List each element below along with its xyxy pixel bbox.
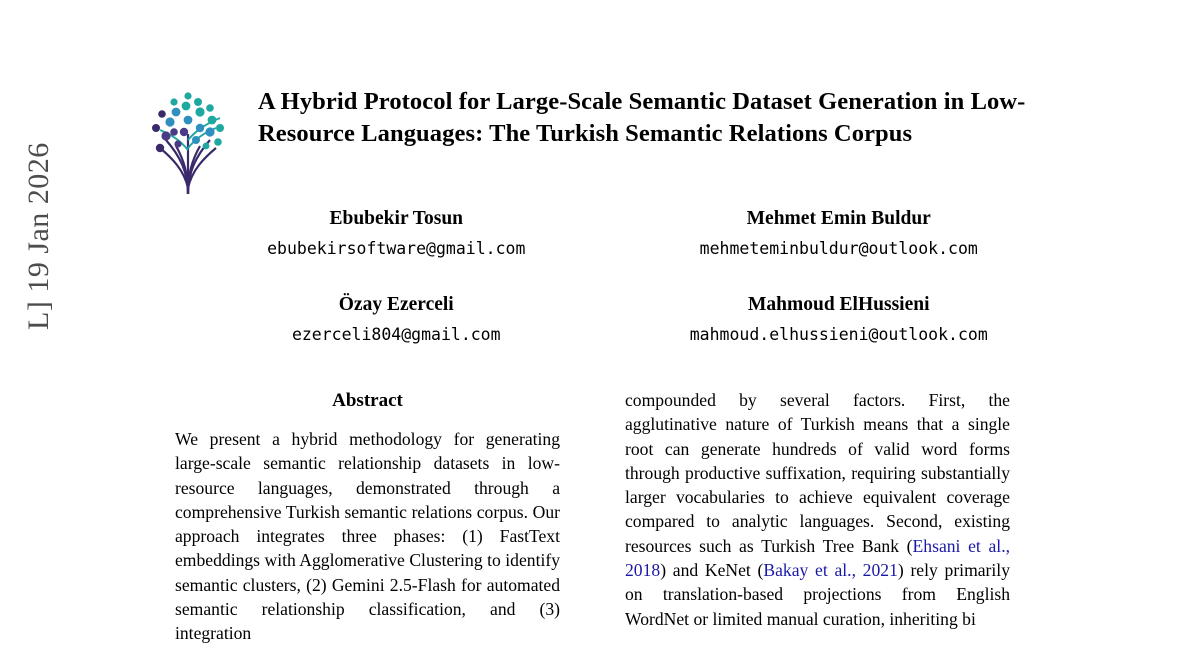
author-email: mehmeteminbuldur@outlook.com xyxy=(699,239,978,258)
author-entry xyxy=(618,206,1061,262)
intro-text-part-3: ) rely primarily on translation-based projections from English WordNet or limited manual curation, inheriting bi xyxy=(625,560,1010,629)
arxiv-stamp: L] 19 Jan 2026 xyxy=(22,142,55,330)
left-column xyxy=(175,388,560,650)
author-block xyxy=(175,206,1060,348)
author-email: mahmoud.elhussieni@outlook.com xyxy=(689,325,988,344)
body-columns xyxy=(175,388,1060,650)
author-name: Mehmet Emin Buldur xyxy=(746,208,931,229)
author-name: Özay Ezerceli xyxy=(338,294,454,315)
citation-link-ehsani[interactable]: Ehsani et al., 2018 xyxy=(625,535,1010,581)
abstract-text: We present a hybrid methodology for generating large-scale semantic relationship datasets in low-resource languages, demonstrated through a comprehensive Turkish semantic relations corpus. Our approach integrates three phases: (1) FastText embeddings with Agglomerative Clustering to identify semantic clusters, (2) Gemini 2.5-Flash for automated semantic relationship classification, and (3) integration xyxy=(175,429,560,644)
intro-text-part-2: ) and KeNet ( xyxy=(660,560,764,581)
intro-paragraph xyxy=(625,388,1010,631)
page-title: A Hybrid Protocol for Large-Scale Semantic Dataset Generation in Low-Resource Languages: The Turkish Semantic Relations Corpus xyxy=(258,88,1026,147)
tree-network-logo xyxy=(140,88,236,198)
author-entry xyxy=(175,206,618,262)
author-email: ezerceli804@gmail.com xyxy=(291,325,501,344)
author-name: Ebubekir Tosun xyxy=(329,208,464,229)
paper-header xyxy=(140,86,1070,198)
intro-text-part-1: compounded by several factors. First, the agglutinative nature of Turkish means that a single root can generate hundreds of valid word forms through productive suffixation, requiring substantially larger vocabularies to achieve equivalent coverage compared to analytic languages. Second, existing resources such as Turkish Tree Bank ( xyxy=(625,390,1010,556)
right-column xyxy=(625,388,1010,650)
author-name: Mahmoud ElHussieni xyxy=(747,294,930,315)
author-email: ebubekirsoftware@gmail.com xyxy=(267,239,526,258)
citation-link-bakay[interactable]: Bakay et al., 2021 xyxy=(763,560,898,581)
abstract-heading: Abstract xyxy=(332,390,403,411)
author-entry xyxy=(618,292,1061,348)
author-entry xyxy=(175,292,618,348)
